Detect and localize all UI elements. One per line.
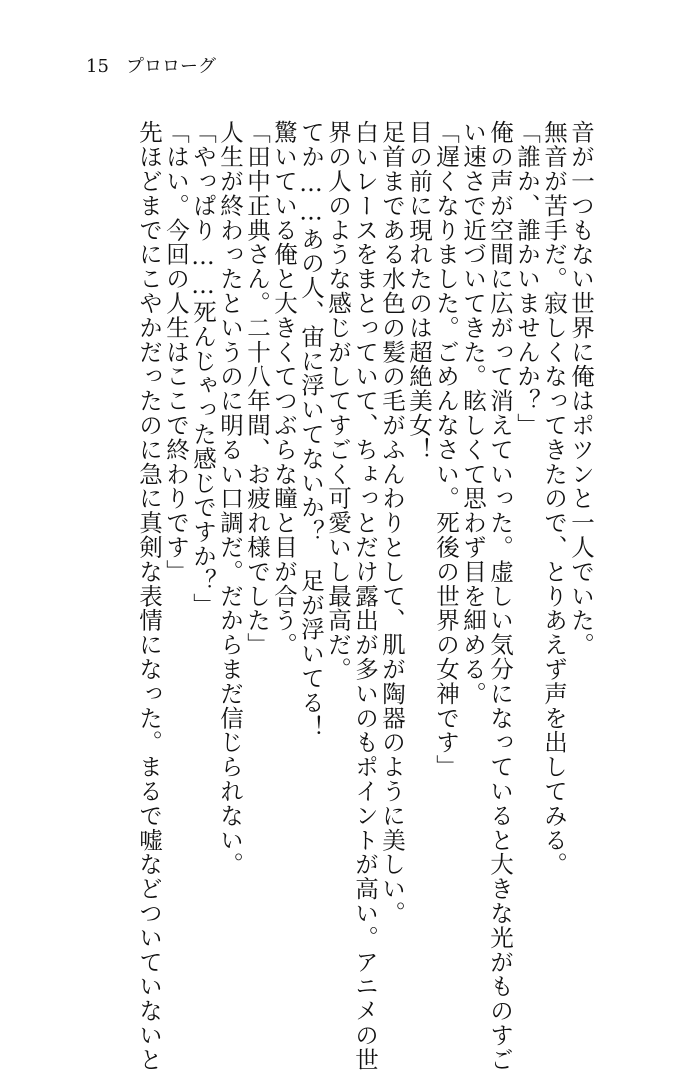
text-line: い速さで近づいてきた。眩しくて思わず目を細める。 [459, 120, 487, 706]
body-text [0, 120, 699, 1072]
text-line: 「はい。今回の人生はここで終わりです」 [162, 120, 190, 584]
text-line: 目の前に現れたのは超絶美女！ [405, 120, 433, 462]
page-number: 15 [86, 56, 109, 77]
text-line: 界の人のような感じがしてすごく可愛いし最高だ。 [324, 120, 352, 682]
text-line: 「誰か、誰かいませんか？」 [513, 120, 541, 438]
text-line: 足首まである水色の髪の毛がふんわりとして、肌が陶器のように美しい。 [378, 120, 406, 926]
text-line: 驚いている俺と大きくてつぶらな瞳と目が合う。 [270, 120, 298, 657]
text-line: 「田中正典さん。二十八年間、お疲れ様でした」 [243, 120, 271, 657]
text-line: 白いレースをまとっていて、ちょっとだけ露出が多いのもポイントが高い。アニメの世 [351, 120, 379, 1072]
page-header [86, 54, 216, 80]
text-line: 音が一つもない世界に俺はポツンと一人でいた。 [567, 120, 595, 657]
text-line: 先ほどまでにこやかだったのに急に真剣な表情になった。まるで嘘などついていないと [135, 120, 163, 1072]
chapter-title: プロローグ [126, 56, 216, 77]
text-line: 俺の声が空間に広がって消えていった。虚しい気分になっていると大きな光がものすご [486, 120, 514, 1072]
text-line: 「遅くなりました。ごめんなさい。死後の世界の女神です」 [432, 120, 460, 779]
text-line: てか……あの人、宙に浮いてないか？ 足が浮いてる！ [297, 120, 325, 739]
text-line: 無音が苦手だ。寂しくなってきたので、とりあえず声を出してみる。 [540, 120, 568, 877]
text-line: 人生が終わったというのに明るい口調だ。だからまだ信じられない。 [216, 120, 244, 877]
text-line: 「やっぱり……死んじゃった感じですか？」 [189, 120, 217, 617]
